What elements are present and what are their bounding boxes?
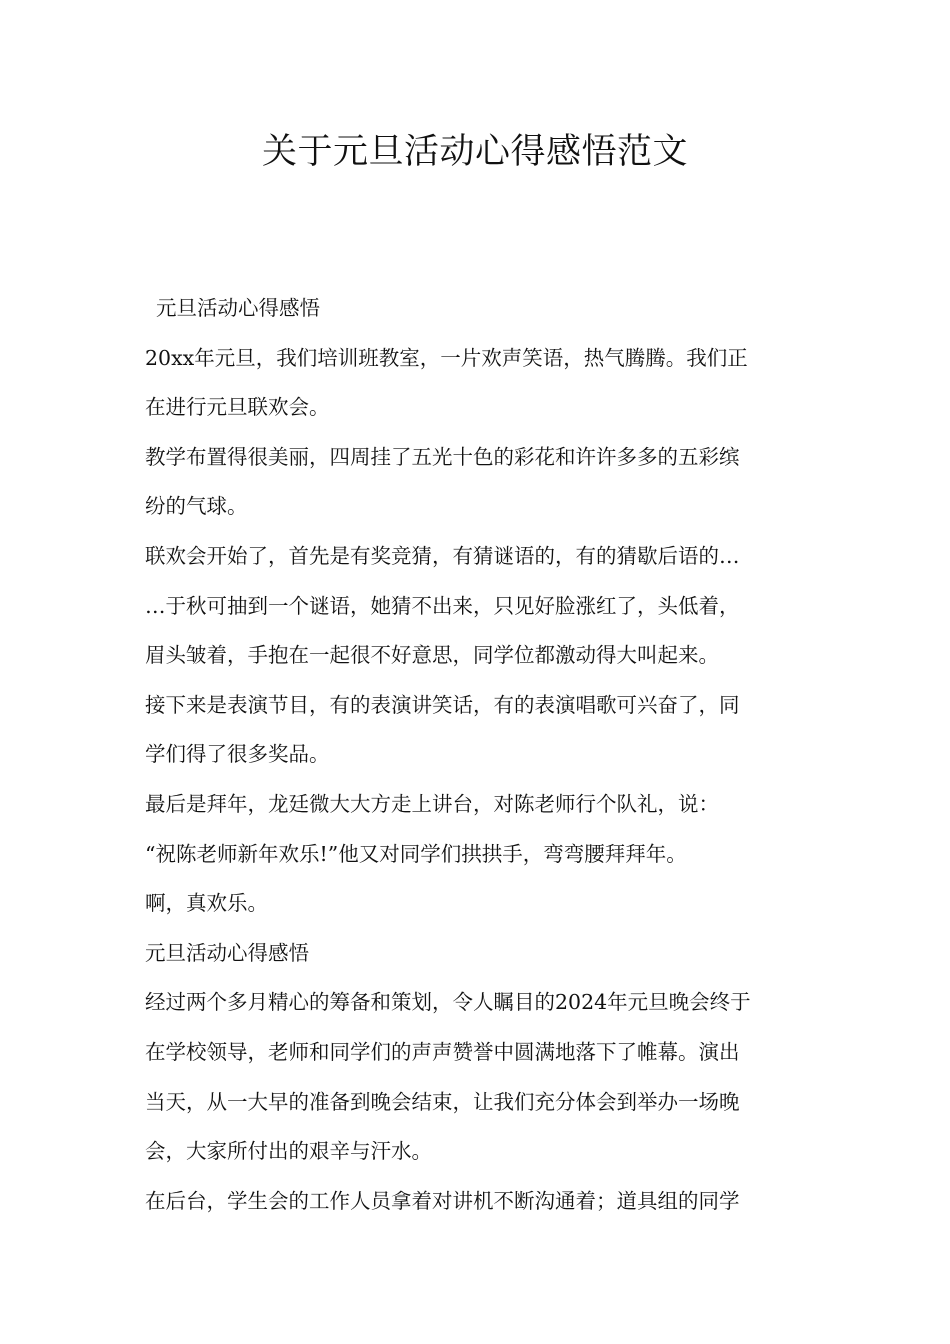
section-heading: 元旦活动心得感悟 (145, 940, 309, 965)
paragraph-line: 纷的气球。 (145, 494, 248, 519)
document-title: 关于元旦活动心得感悟范文 (261, 132, 688, 172)
document-body (145, 284, 810, 1226)
paragraph-line: 学们得了很多奖品。 (145, 742, 330, 767)
paragraph-line: 联欢会开始了，首先是有奖竞猜，有猜谜语的，有的猜歇后语的… (145, 543, 740, 568)
paragraph-line: “祝陈老师新年欢乐!”他又对同学们拱拱手，弯弯腰拜拜年。 (145, 841, 687, 866)
paragraph-line: 接下来是表演节目，有的表演讲笑话，有的表演唱歌可兴奋了，同 (145, 692, 740, 717)
paragraph-line: 当天，从一大早的准备到晚会结束，让我们充分体会到举办一场晚 (145, 1089, 740, 1114)
paragraph-line: 眉头皱着，手抱在一起很不好意思，同学位都激动得大叫起来。 (145, 643, 719, 668)
paragraph-line: 在后台，学生会的工作人员拿着对讲机不断沟通着；道具组的同学 (145, 1188, 740, 1213)
paragraph-line: 会，大家所付出的艰辛与汗水。 (145, 1139, 432, 1164)
paragraph-line: 啊，真欢乐。 (145, 891, 268, 916)
paragraph-line: 20xx年元旦，我们培训班教室，一片欢声笑语，热气腾腾。我们正 (145, 345, 748, 370)
paragraph-line: 在进行元旦联欢会。 (145, 395, 330, 420)
paragraph-line: 经过两个多月精心的筹备和策划，令人瞩目的2024年元旦晚会终于 (145, 990, 751, 1015)
paragraph-line: 教学布置得很美丽，四周挂了五光十色的彩花和许许多多的五彩缤 (145, 444, 740, 469)
paragraph-line: 在学校领导，老师和同学们的声声赞誉中圆满地落下了帷幕。演出 (145, 1039, 740, 1064)
section-heading: 元旦活动心得感悟 (156, 296, 320, 320)
paragraph-line: 最后是拜年，龙廷微大大方走上讲台，对陈老师行个队礼，说： (145, 791, 719, 816)
paragraph-line: …于秋可抽到一个谜语，她猜不出来，只见好脸涨红了，头低着， (145, 593, 740, 618)
